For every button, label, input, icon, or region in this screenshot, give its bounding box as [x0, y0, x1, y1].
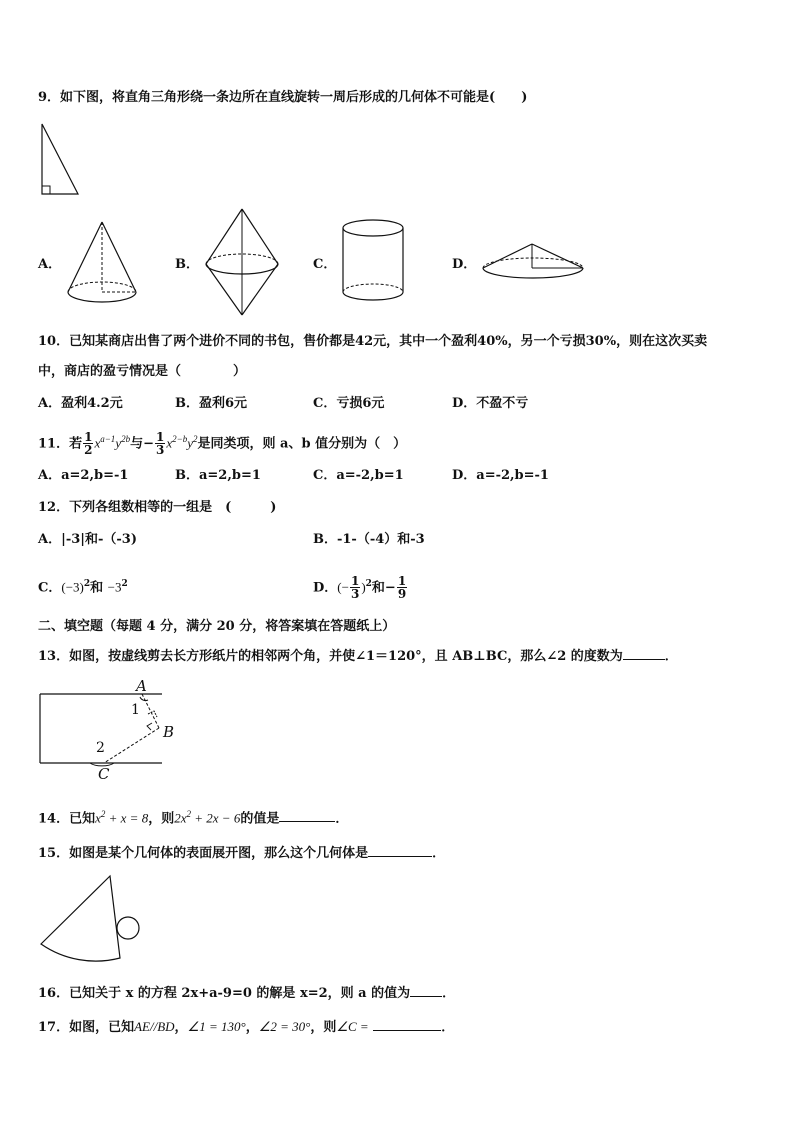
right-triangle-figure	[38, 122, 88, 197]
q11-option-c: C．a=-2,b=1	[313, 468, 404, 483]
flat-cone-figure	[480, 240, 590, 285]
q9-stem: 9．如下图，将直角三角形绕一条边所在直线旋转一周后形成的几何体不可能是( )	[38, 90, 528, 105]
q12-option-c: C．$(-3)^2$和 $-3^2$	[38, 579, 128, 596]
q13-label-2: 2	[96, 740, 105, 756]
cone-figure	[62, 218, 146, 308]
q10-option-c: C．亏损6元	[313, 396, 385, 411]
q10-stem-line1: 10．已知某商店出售了两个进价不同的书包，售价都是42元，其中一个盈利40%，另一个亏损30%，则在这次买卖	[38, 334, 708, 349]
q16-answer-blank[interactable]	[410, 984, 442, 997]
q13-label-b: B	[163, 723, 175, 741]
q14-answer-blank[interactable]	[279, 809, 335, 822]
cone-net-figure	[38, 872, 148, 964]
q13-answer-blank[interactable]	[623, 647, 665, 660]
q11-option-a: A．a=2,b=-1	[38, 468, 129, 483]
q16-stem: 16．已知关于 x 的方程 2x+a-9=0 的解是 x=2，则 a 的值为 ．	[38, 986, 456, 1001]
q11-middle: 与	[130, 436, 144, 452]
q15-stem: 15．如图是某个几何体的表面展开图，那么这个几何体是 ．	[38, 846, 446, 861]
q15-answer-blank[interactable]	[368, 844, 432, 857]
section-2-title: 二、填空题（每题 4 分，满分 20 分，将答案填在答题纸上）	[38, 619, 396, 634]
q10-stem-line2: 中，商店的盈亏情况是（ ）	[38, 364, 247, 379]
q10-option-b: B．盈利6元	[175, 396, 248, 411]
q10-option-a: A．盈利4.2元	[38, 396, 123, 411]
cylinder-figure	[340, 218, 410, 306]
q11-option-d: D．a=-2,b=-1	[452, 468, 549, 483]
q12-option-b: B．-1-（-4）和-3	[313, 532, 425, 547]
q13-stem: 13．如图，按虚线剪去长方形纸片的相邻两个角，并使∠1＝120°，且 AB⊥BC，那么∠2 的度数为 ．	[38, 649, 678, 664]
q13-label-1: 1	[131, 702, 140, 718]
q12-option-a: A．|-3|和-（-3)	[38, 532, 137, 547]
q11-option-b: B．a=2,b=1	[175, 468, 261, 483]
q11-fraction-2: $\frac{1}{3}$	[156, 430, 165, 458]
q12-option-d: D．(− $\frac{1}{3}$ )$^2$和− $\frac{1}{9}$	[313, 574, 407, 602]
double-cone-figure	[200, 205, 284, 320]
q17-stem: 17．如图，已知AE//BD，∠1 = 130°，∠2 = 30°，则∠C = ．	[38, 1019, 455, 1035]
q9-option-d-label: D．	[452, 257, 477, 272]
q11-fraction-1: $\frac{1}{2}$	[84, 430, 93, 458]
q11-suffix: 是同类项，则 a、b 值分别为（ ）	[197, 436, 407, 452]
q14-stem: 14．已知$x^2 + x = 8$，则$2x^2 + 2x - 6$的值是 ．	[38, 809, 349, 827]
q9-option-a-label: A．	[38, 257, 62, 272]
q12-stem: 12．下列各组数相等的一组是 ( )	[38, 500, 277, 515]
q13-label-c: C	[98, 765, 110, 783]
q10-option-d: D．不盈不亏	[452, 396, 529, 411]
q9-option-b-label: B．	[175, 257, 199, 272]
q11-stem: 11．若 $\frac{1}{2}$ $x^{a-1}y^{2b}$与− $\frac{1}{3}$ $x^{2-b}y^2$是同类项，则 a、b 值分别为（ ）	[38, 430, 407, 458]
q17-answer-blank[interactable]	[373, 1018, 441, 1031]
q11-prefix: 11．若	[38, 436, 83, 452]
q13-label-a: A	[136, 677, 147, 695]
q9-option-c-label: C．	[313, 257, 337, 272]
